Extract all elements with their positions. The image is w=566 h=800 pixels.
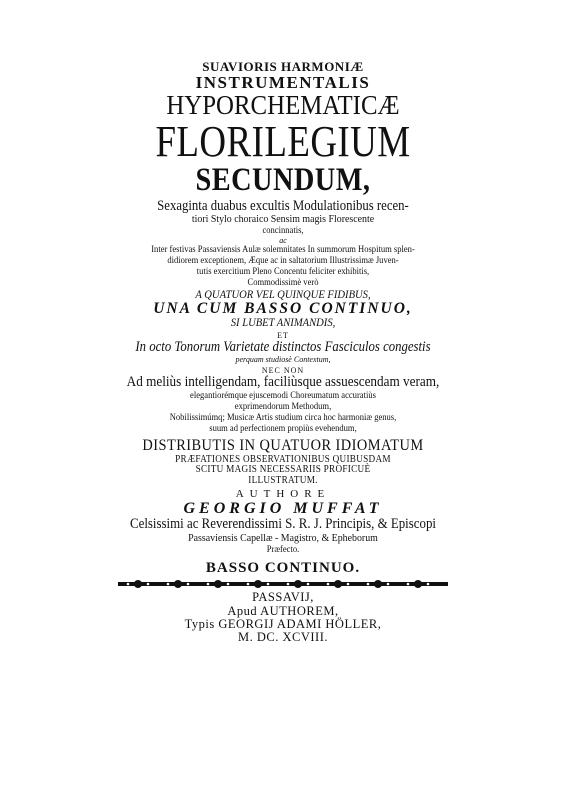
octo-line-1: In octo Tonorum Varietate distinctos Fasciculos congestis [135,339,431,356]
scoring-line-2: UNA CUM BASSO CONTINUO, [153,299,413,317]
distributis-line-3: SCITU MAGIS NECESSARIIS PROFICUÈ [195,464,371,476]
distributis-line-4: ILLUSTRATUM. [248,474,318,486]
description-line-5: Inter festivas Passaviensis Aulæ solemnitates In summorum Hospitum splen- [151,244,415,255]
et-conjunction: ET [277,330,289,340]
imprint-publisher: Apud AUTHOREM, [227,603,339,618]
nobil-line-2: suum ad perfectionem propiùs evehendum, [209,423,357,434]
description-line-6: didiorem exceptionem, Æque ac in saltatorium Illustrissimæ Juven- [167,255,399,266]
description-line-2: tiori Stylo choraico Sensim magis Florescente [191,213,375,226]
nobil-line-1: Nobilissimúmq; Musicæ Artis studium circa hoc harmoniæ genus, [169,412,397,423]
imprint-year: M. DC. XCVIII. [238,629,328,644]
description-line-1: Sexaginta duabus excultis Modulationibus recen- [157,197,409,214]
ad-line-1: Ad meliùs intelligendam, faciliùsque assuescendam veram, [126,374,440,391]
author-name: GEORGIO MUFFAT [183,499,383,517]
description-line-3: concinnatis, [262,225,304,236]
scoring-line-3: SI LUBET ANIMANDIS, [230,316,336,329]
title-florilegium: FLORILEGIUM [155,116,411,166]
title-page [95,60,471,644]
description-line-7: tutis exercitium Pleno Concentu feliciter exhibitis, [196,266,370,277]
scoring-line-1: A QUATUOR VEL QUINQUE FIDIBUS, [195,288,371,301]
title-line-2: INSTRUMENTALIS [195,72,371,92]
title-line-3: HYPORCHEMATICÆ [166,90,400,121]
ad-line-2: elegantiorémque ejuscemodi Choreumatum accuratiùs [190,391,376,402]
description-line-8: Commodissimè verò [247,277,319,288]
distributis-line-1: DISTRIBUTIS IN QUATUOR IDIOMATUM [142,436,424,454]
author-title-line-1: Celsissimi ac Reverendissimi S. R. J. Principis, & Episcopi [129,516,436,533]
ornamental-border-icon [118,579,448,589]
octo-line-2: perquam studiosè Contextum, [235,354,331,364]
author-title-line-2: Passaviensis Capellæ - Magistro, & Epheborum [188,532,378,545]
title-secundum: SECUNDUM, [195,161,371,198]
nec-non: NEC NON [261,365,305,375]
distributis-line-2: PRÆFATIONES OBSERVATIONIBUS QUIBUSDAM [175,453,391,465]
author-title-line-3: Præfecto. [266,544,300,555]
imprint-printer: Typis GEORGIJ ADAMI HÖLLER, [184,616,382,631]
title-line-1: SUAVIORIS HARMONIÆ [202,59,364,74]
imprint-place: PASSAVIJ, [252,590,314,605]
authore-label: AUTHORE [235,488,331,501]
part-name: BASSO CONTINUO. [205,559,361,576]
ad-line-3: exprimendorum Methodum, [234,402,332,413]
description-line-4: ac [279,235,287,245]
